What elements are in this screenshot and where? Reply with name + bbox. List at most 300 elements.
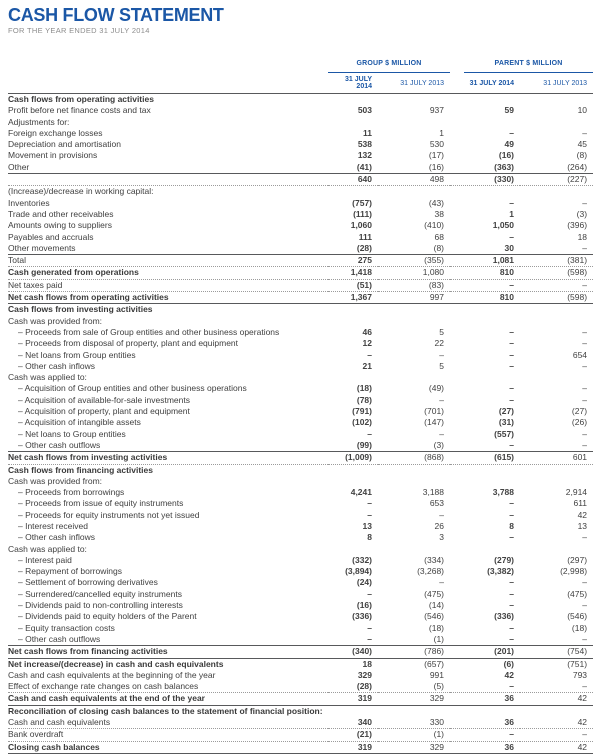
- row-label: Net increase/(decrease) in cash and cash equivalents: [8, 658, 224, 669]
- table-row: [8, 255, 593, 267]
- cell-value: –: [509, 127, 515, 138]
- row-label: Other: [8, 162, 328, 174]
- cell-value: [520, 544, 593, 555]
- cell-value: 49: [504, 139, 515, 150]
- row-label: Inventories: [8, 197, 50, 208]
- cell-value: (49): [428, 383, 445, 394]
- cell-value: [450, 544, 520, 555]
- cell-value: [520, 186, 593, 198]
- cell-value: –: [582, 577, 588, 588]
- cell-value: –: [367, 509, 372, 520]
- cell-value: 59: [504, 105, 515, 116]
- parent-column-header: [450, 52, 593, 73]
- cell-value: [328, 464, 378, 476]
- cell-value: (363): [450, 162, 520, 174]
- cell-value: –: [367, 428, 372, 439]
- table-row: [8, 209, 593, 220]
- row-label: Profit before net finance costs and tax: [8, 105, 151, 116]
- row-label: – Proceeds from sale of Group entities and other business operations: [18, 326, 280, 337]
- cell-value: –: [520, 634, 593, 646]
- table-row: [8, 705, 593, 717]
- cell-value: (43): [428, 197, 445, 208]
- cell-value: 111: [358, 231, 372, 242]
- cell-value: (27): [571, 406, 588, 417]
- row-label: Cash flows from investing activities: [8, 304, 153, 315]
- cell-value: 340: [328, 717, 378, 729]
- cell-value: –: [439, 394, 445, 405]
- cell-value: 498: [378, 174, 450, 186]
- cell-value: 1,050: [492, 220, 515, 231]
- date-header-group-2013: 31 JULY 2013: [378, 73, 450, 94]
- cell-value: 42: [577, 509, 588, 520]
- cell-value: (410): [424, 220, 445, 231]
- cell-value: (78): [356, 394, 372, 405]
- row-label: Bank overdraft: [8, 729, 328, 741]
- cell-value: (546): [567, 611, 588, 622]
- cell-value: (557): [494, 428, 515, 439]
- cell-value: (330): [450, 174, 520, 186]
- cell-value: [450, 705, 520, 717]
- cell-value: –: [450, 729, 520, 741]
- table-row: [8, 162, 593, 174]
- cell-value: –: [450, 681, 520, 693]
- cell-value: 10: [577, 105, 588, 116]
- cash-flow-table: [8, 52, 593, 754]
- row-label: – Interest paid: [18, 554, 72, 565]
- cell-value: –: [520, 729, 593, 741]
- cell-value: (28): [328, 243, 378, 255]
- cell-value: 991: [429, 669, 445, 680]
- cell-value: (28): [328, 681, 378, 693]
- cell-value: (26): [571, 417, 588, 428]
- table-row: [8, 729, 593, 741]
- table-row: [8, 174, 593, 186]
- cell-value: (8): [378, 243, 450, 255]
- cell-value: –: [328, 634, 378, 646]
- column-group-row: [8, 52, 593, 73]
- cell-value: (332): [352, 554, 372, 565]
- cell-value: [328, 94, 378, 106]
- cell-value: 42: [520, 693, 593, 705]
- cell-value: (546): [424, 611, 445, 622]
- cell-value: (14): [428, 600, 445, 611]
- table-row: [8, 220, 593, 231]
- group-underline: [328, 52, 450, 73]
- cell-value: 275: [328, 255, 378, 267]
- cell-value: [378, 476, 450, 487]
- cell-value: [378, 186, 450, 198]
- cell-value: [450, 464, 520, 476]
- cell-value: [378, 544, 450, 555]
- cell-value: 4,241: [350, 487, 372, 498]
- row-label: (Increase)/decrease in working capital:: [8, 186, 154, 197]
- cell-value: (5): [378, 681, 450, 693]
- cell-value: [378, 705, 450, 717]
- cell-value: 18: [577, 231, 588, 242]
- cell-value: 793: [572, 669, 588, 680]
- row-label: – Acquisition of available-for-sale investments: [18, 394, 190, 405]
- table-row: [8, 741, 593, 753]
- cell-value: –: [509, 349, 515, 360]
- row-label: – Repayment of borrowings: [18, 566, 122, 577]
- cell-value: 1: [509, 208, 515, 219]
- cell-value: –: [367, 588, 372, 599]
- cell-value: 132: [357, 150, 372, 161]
- cell-value: (3): [576, 208, 588, 219]
- table-row: [8, 232, 593, 243]
- cell-value: 997: [378, 292, 450, 304]
- cell-value: 1,060: [350, 220, 372, 231]
- cell-value: (6): [503, 658, 515, 669]
- cell-value: (21): [328, 729, 378, 741]
- table-row: [8, 476, 593, 487]
- cell-value: –: [367, 349, 372, 360]
- row-label: Foreign exchange losses: [8, 127, 103, 138]
- cell-value: [328, 304, 378, 316]
- cell-value: (41): [328, 162, 378, 174]
- date-header-group-2014: 31 JULY 2014: [328, 73, 378, 94]
- cell-value: –: [582, 428, 588, 439]
- cell-value: [520, 94, 593, 106]
- row-label: – Other cash outflows: [8, 634, 328, 646]
- cell-value: –: [520, 279, 593, 291]
- cell-value: (8): [576, 150, 588, 161]
- table-row: [8, 658, 593, 670]
- cell-value: –: [509, 532, 515, 543]
- table-row: [8, 372, 593, 383]
- cell-value: –: [439, 577, 445, 588]
- table-row: [8, 600, 593, 611]
- cell-value: [450, 476, 520, 487]
- table-row: [8, 327, 593, 338]
- cell-value: 319: [328, 693, 378, 705]
- cell-value: 1,367: [328, 292, 378, 304]
- cell-value: (336): [494, 611, 515, 622]
- cell-value: (3,382): [487, 566, 515, 577]
- table-row: [8, 279, 593, 291]
- table-row: [8, 464, 593, 476]
- row-label: Amounts owing to suppliers: [8, 220, 112, 231]
- page-title: CASH FLOW STATEMENT: [8, 5, 224, 25]
- cell-value: 8: [367, 532, 372, 543]
- row-label: – Dividends paid to non-controlling interests: [18, 600, 183, 611]
- cell-value: [520, 304, 593, 316]
- group-column-label: GROUP $ MILLION: [356, 60, 422, 67]
- cell-value: 530: [429, 139, 445, 150]
- row-label: Trade and other receivables: [8, 208, 114, 219]
- table-row: [8, 316, 593, 327]
- cell-value: [328, 117, 378, 128]
- row-label: – Net loans to Group entities: [18, 428, 126, 439]
- table-row: [8, 292, 593, 304]
- cell-value: –: [582, 197, 588, 208]
- table-row: [8, 139, 593, 150]
- table-row: [8, 94, 593, 106]
- cell-value: (51): [328, 279, 378, 291]
- cell-value: –: [509, 338, 515, 349]
- table-row: [8, 243, 593, 255]
- row-label: Cash was applied to:: [8, 372, 87, 383]
- cell-value: 319: [328, 741, 378, 753]
- cell-value: 42: [520, 717, 593, 729]
- cell-value: [328, 316, 378, 327]
- cell-value: –: [582, 338, 588, 349]
- cell-value: [378, 117, 450, 128]
- cell-value: (16): [378, 162, 450, 174]
- cell-value: (147): [424, 417, 445, 428]
- cell-value: –: [582, 127, 588, 138]
- table-row: [8, 646, 593, 658]
- cell-value: –: [582, 600, 588, 611]
- date-header-spacer: [8, 73, 328, 94]
- cell-value: [328, 186, 378, 198]
- cell-value: 13: [577, 520, 588, 531]
- table-row: [8, 681, 593, 693]
- column-header-row: [8, 73, 593, 94]
- row-label: Other movements: [8, 243, 328, 255]
- table-row: [8, 521, 593, 532]
- parent-column-label: PARENT $ MILLION: [494, 60, 563, 67]
- cell-value: [520, 476, 593, 487]
- cell-value: –: [509, 197, 515, 208]
- table-row: [8, 383, 593, 394]
- cell-value: (657): [424, 658, 445, 669]
- table-row: [8, 338, 593, 349]
- cell-value: (475): [424, 588, 445, 599]
- cell-value: –: [582, 360, 588, 371]
- row-label: – Equity transaction costs: [18, 622, 115, 633]
- row-label: – Acquisition of Group entities and other business operations: [18, 383, 247, 394]
- cell-value: (16): [356, 600, 372, 611]
- row-label: – Acquisition of intangible assets: [18, 417, 141, 428]
- cell-value: 1,080: [378, 267, 450, 279]
- cell-value: (2,998): [560, 566, 588, 577]
- row-label: Net taxes paid: [8, 279, 328, 291]
- row-label: Reconciliation of closing cash balances to the statement of financial position:: [8, 705, 323, 716]
- row-label: Movement in provisions: [8, 150, 98, 161]
- cell-value: (868): [378, 452, 450, 464]
- cell-value: (201): [450, 646, 520, 658]
- table-row: [8, 693, 593, 705]
- cell-value: (1): [378, 729, 450, 741]
- cell-value: (355): [378, 255, 450, 267]
- table-row: [8, 417, 593, 428]
- cell-value: [328, 544, 378, 555]
- cell-value: 22: [434, 338, 445, 349]
- cell-value: –: [439, 349, 445, 360]
- cell-value: 1,418: [328, 267, 378, 279]
- cell-value: (31): [498, 417, 515, 428]
- cell-value: (17): [428, 150, 445, 161]
- cell-value: (279): [494, 554, 515, 565]
- table-row: [8, 634, 593, 646]
- cell-value: 937: [429, 105, 445, 116]
- table-row: [8, 406, 593, 417]
- cell-value: (334): [424, 554, 445, 565]
- date-header-parent-2014: 31 JULY 2014: [450, 73, 520, 94]
- table-row: [8, 105, 593, 116]
- cell-value: –: [509, 577, 515, 588]
- cell-value: [378, 304, 450, 316]
- cell-value: [328, 372, 378, 383]
- table-row: [8, 452, 593, 464]
- cell-value: 330: [378, 717, 450, 729]
- cell-value: –: [509, 394, 515, 405]
- table-row: [8, 717, 593, 729]
- table-row: [8, 670, 593, 681]
- cell-value: –: [509, 600, 515, 611]
- row-label: Cash and cash equivalents at the beginning of the year: [8, 669, 216, 680]
- cell-value: (264): [520, 162, 593, 174]
- row-label: – Dividends paid to equity holders of the Parent: [18, 611, 197, 622]
- table-row: [8, 611, 593, 622]
- cell-value: 329: [378, 693, 450, 705]
- cell-value: [328, 476, 378, 487]
- cell-value: (18): [428, 622, 445, 633]
- cell-value: (598): [520, 292, 593, 304]
- cell-value: (18): [571, 622, 588, 633]
- table-row: [8, 566, 593, 577]
- cell-value: 42: [504, 669, 515, 680]
- cell-value: (340): [328, 646, 378, 658]
- row-label: Cash flows from financing activities: [8, 464, 154, 475]
- cell-value: 36: [450, 741, 520, 753]
- cell-value: 503: [357, 105, 372, 116]
- row-label: Total: [8, 255, 328, 267]
- cell-value: –: [520, 440, 593, 452]
- row-label: – Proceeds from issue of equity instruments: [18, 498, 184, 509]
- cell-value: 68: [434, 231, 445, 242]
- cell-value: [520, 372, 593, 383]
- table-row: [8, 498, 593, 509]
- page-subtitle: FOR THE YEAR ENDED 31 JULY 2014: [8, 26, 150, 35]
- table-row: [8, 128, 593, 139]
- cell-value: (598): [520, 267, 593, 279]
- cell-value: –: [520, 243, 593, 255]
- row-label: [8, 174, 328, 186]
- row-label: Cash was provided from:: [8, 475, 103, 486]
- cell-value: –: [520, 681, 593, 693]
- cell-value: 810: [450, 267, 520, 279]
- cell-value: –: [582, 326, 588, 337]
- cell-value: (27): [498, 406, 515, 417]
- cell-value: [378, 372, 450, 383]
- cell-value: 2,914: [565, 487, 588, 498]
- cell-value: 810: [450, 292, 520, 304]
- cell-value: 13: [362, 520, 372, 531]
- table-row: [8, 440, 593, 452]
- cell-value: 654: [572, 349, 588, 360]
- cell-value: (99): [328, 440, 378, 452]
- row-label: – Other cash inflows: [18, 360, 96, 371]
- cell-value: 329: [378, 741, 450, 753]
- cell-value: (297): [567, 554, 588, 565]
- cell-value: 21: [362, 360, 372, 371]
- row-label: Cash flows from operating activities: [8, 94, 154, 104]
- cell-value: [378, 316, 450, 327]
- cell-value: [328, 705, 378, 717]
- row-label: Cash was provided from:: [8, 315, 103, 326]
- table-row: [8, 532, 593, 543]
- column-group-spacer: [8, 52, 328, 73]
- row-label: – Acquisition of property, plant and equipment: [18, 406, 190, 417]
- cell-value: 653: [429, 498, 445, 509]
- table-row: [8, 555, 593, 566]
- table-row: [8, 577, 593, 588]
- cell-value: –: [450, 634, 520, 646]
- row-label: – Net loans from Group entities: [18, 349, 136, 360]
- table-row: [8, 589, 593, 600]
- row-label: Cash generated from operations: [8, 267, 328, 279]
- table-row: [8, 350, 593, 361]
- cell-value: 3,788: [492, 487, 515, 498]
- cell-value: 1,081: [450, 255, 520, 267]
- table-row: [8, 487, 593, 498]
- cell-value: 36: [450, 717, 520, 729]
- cell-value: (227): [520, 174, 593, 186]
- cell-value: [378, 464, 450, 476]
- cell-value: –: [439, 428, 445, 439]
- cell-value: 3: [439, 532, 445, 543]
- cell-value: 3,188: [422, 487, 445, 498]
- row-label: – Interest received: [18, 520, 88, 531]
- cell-value: 11: [363, 127, 372, 138]
- cell-value: 5: [439, 360, 445, 371]
- cell-value: (3,268): [417, 566, 445, 577]
- cell-value: –: [509, 622, 515, 633]
- cell-value: (754): [520, 646, 593, 658]
- cell-value: –: [509, 231, 515, 242]
- row-label: – Other cash outflows: [8, 440, 328, 452]
- table-row: [8, 304, 593, 316]
- cell-value: [520, 705, 593, 717]
- cell-value: (336): [352, 611, 372, 622]
- cell-value: (751): [567, 658, 588, 669]
- table-row: [8, 117, 593, 128]
- cell-value: –: [509, 588, 515, 599]
- row-label: Payables and accruals: [8, 231, 94, 242]
- cell-value: [450, 117, 520, 128]
- cell-value: (1): [378, 634, 450, 646]
- cell-value: (786): [378, 646, 450, 658]
- cell-value: (1,009): [328, 452, 378, 464]
- cell-value: 640: [328, 174, 378, 186]
- cell-value: 329: [357, 669, 372, 680]
- row-label: Adjustments for:: [8, 116, 70, 127]
- cell-value: –: [509, 383, 515, 394]
- cell-value: –: [509, 509, 515, 520]
- cell-value: (3): [378, 440, 450, 452]
- table-row: [8, 186, 593, 198]
- row-label: – Other cash inflows: [18, 532, 96, 543]
- cell-value: –: [367, 622, 372, 633]
- table-row: [8, 544, 593, 555]
- cell-value: (18): [356, 383, 372, 394]
- cell-value: 42: [520, 741, 593, 753]
- cell-value: –: [509, 326, 515, 337]
- cell-value: 601: [520, 452, 593, 464]
- cell-value: (83): [378, 279, 450, 291]
- table-row: [8, 510, 593, 521]
- cell-value: –: [582, 394, 588, 405]
- cell-value: [450, 372, 520, 383]
- row-label: – Proceeds for equity instruments not yet issued: [18, 509, 200, 520]
- row-label: Depreciation and amortisation: [8, 139, 121, 150]
- table-row: [8, 429, 593, 440]
- cell-value: (102): [352, 417, 372, 428]
- table-row: [8, 150, 593, 161]
- row-label: – Settlement of borrowing derivatives: [18, 577, 158, 588]
